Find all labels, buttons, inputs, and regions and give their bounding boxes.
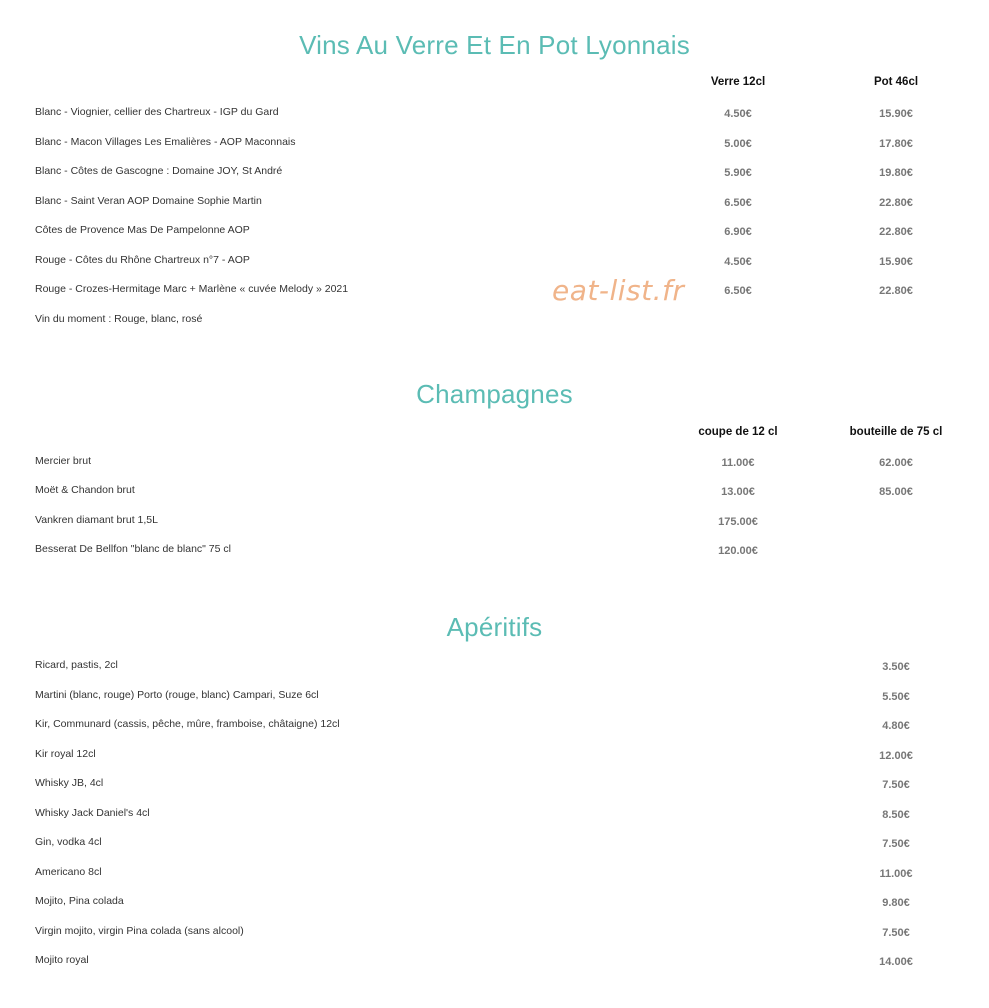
item-name: Americano 8cl	[35, 865, 102, 878]
list-item	[0, 484, 989, 504]
item-name: Besserat De Bellfon "blanc de blanc" 75 cl	[35, 542, 231, 555]
item-price: 3.50€	[882, 661, 910, 673]
item-price: 4.50€	[724, 255, 752, 268]
list-item	[0, 807, 989, 827]
list-item	[0, 313, 989, 333]
list-item	[0, 543, 989, 563]
item-name: Ricard, pastis, 2cl	[35, 659, 118, 671]
item-price: 19.80€	[879, 167, 913, 179]
item-price: 6.50€	[724, 196, 752, 209]
item-price: 120.00€	[718, 544, 758, 557]
item-price: 6.90€	[724, 226, 752, 238]
list-item	[0, 925, 989, 945]
item-name: Blanc - Saint Veran AOP Domaine Sophie Martin	[35, 194, 262, 207]
item-price: 15.90€	[879, 108, 913, 120]
list-item	[0, 895, 989, 915]
list-item	[0, 659, 989, 679]
item-price: 175.00€	[718, 515, 758, 528]
item-name: Blanc - Viognier, cellier des Chartreux - IGP du Gard	[35, 106, 279, 118]
list-item	[0, 777, 989, 797]
item-name: Blanc - Côtes de Gascogne : Domaine JOY, St André	[35, 165, 283, 177]
item-name: Côtes de Provence Mas De Pampelonne AOP	[35, 224, 250, 236]
champagnes-title: Champagnes	[416, 379, 573, 409]
item-price: 11.00€	[879, 867, 913, 880]
champagnes-header-coupe: coupe de 12 cl	[698, 426, 778, 438]
item-price: 4.80€	[882, 720, 910, 732]
list-item	[0, 689, 989, 709]
list-item	[0, 283, 989, 303]
list-item	[0, 165, 989, 185]
item-name: Mercier brut	[35, 455, 92, 467]
list-item	[0, 224, 989, 244]
item-price: 5.90€	[724, 167, 752, 179]
list-item	[0, 836, 989, 856]
item-name: Mojito royal	[35, 954, 89, 966]
item-price: 7.50€	[882, 779, 910, 791]
watermark: eat-list.fr	[552, 274, 685, 307]
list-item	[0, 954, 989, 974]
item-price: 8.50€	[882, 808, 910, 821]
item-name: Whisky Jack Daniel's 4cl	[35, 806, 150, 819]
item-price: 14.00€	[879, 956, 913, 968]
item-price: 5.00€	[724, 137, 752, 150]
item-price: 62.00€	[879, 457, 913, 469]
item-name: Gin, vodka 4cl	[35, 836, 102, 848]
item-price: 4.50€	[724, 108, 752, 120]
wines-header-pot: Pot 46cl	[873, 76, 919, 88]
item-name: Mojito, Pina colada	[35, 895, 124, 907]
list-item	[0, 866, 989, 886]
item-name: Blanc - Macon Villages Les Emalières - AOP Maconnais	[35, 135, 296, 148]
list-item	[0, 455, 989, 475]
item-name: Rouge - Côtes du Rhône Chartreux n°7 - AOP	[35, 253, 250, 266]
item-price: 11.00€	[721, 457, 755, 469]
item-price: 85.00€	[879, 486, 913, 499]
list-item	[0, 254, 989, 274]
item-name: Kir, Communard (cassis, pêche, mûre, framboise, châtaigne) 12cl	[35, 718, 340, 730]
item-name: Vankren diamant brut 1,5L	[35, 513, 158, 526]
item-price: 7.50€	[882, 838, 910, 850]
list-item	[0, 195, 989, 215]
item-price: 17.80€	[879, 137, 913, 150]
list-item	[0, 106, 989, 126]
item-name: Rouge - Crozes-Hermitage Marc + Marlène « cuvée Melody » 2021	[35, 283, 349, 295]
item-price: 7.50€	[882, 926, 910, 939]
item-name: Martini (blanc, rouge) Porto (rouge, blanc) Campari, Suze 6cl	[35, 688, 319, 701]
item-price: 22.80€	[879, 226, 913, 238]
list-item	[0, 748, 989, 768]
item-price: 22.80€	[879, 285, 913, 297]
item-price: 15.90€	[879, 255, 913, 268]
item-price: 22.80€	[879, 196, 913, 209]
list-item	[0, 718, 989, 738]
item-name: Kir royal 12cl	[35, 747, 96, 760]
champagnes-header-bottle: bouteille de 75 cl	[849, 426, 943, 438]
item-name: Moët & Chandon brut	[35, 484, 135, 497]
item-price: 9.80€	[882, 897, 910, 909]
item-name: Vin du moment : Rouge, blanc, rosé	[35, 312, 203, 325]
item-price: 12.00€	[879, 749, 913, 762]
aperitifs-title: Apéritifs	[446, 612, 543, 642]
item-name: Whisky JB, 4cl	[35, 777, 104, 789]
item-name: Virgin mojito, virgin Pina colada (sans alcool)	[35, 924, 244, 937]
item-price: 6.50€	[724, 285, 752, 297]
wines-header-glass: Verre 12cl	[710, 76, 766, 88]
item-price: 13.00€	[721, 486, 755, 499]
list-item	[0, 136, 989, 156]
list-item	[0, 514, 989, 534]
item-price: 5.50€	[882, 690, 910, 703]
wines-title: Vins Au Verre Et En Pot Lyonnais	[299, 30, 690, 60]
